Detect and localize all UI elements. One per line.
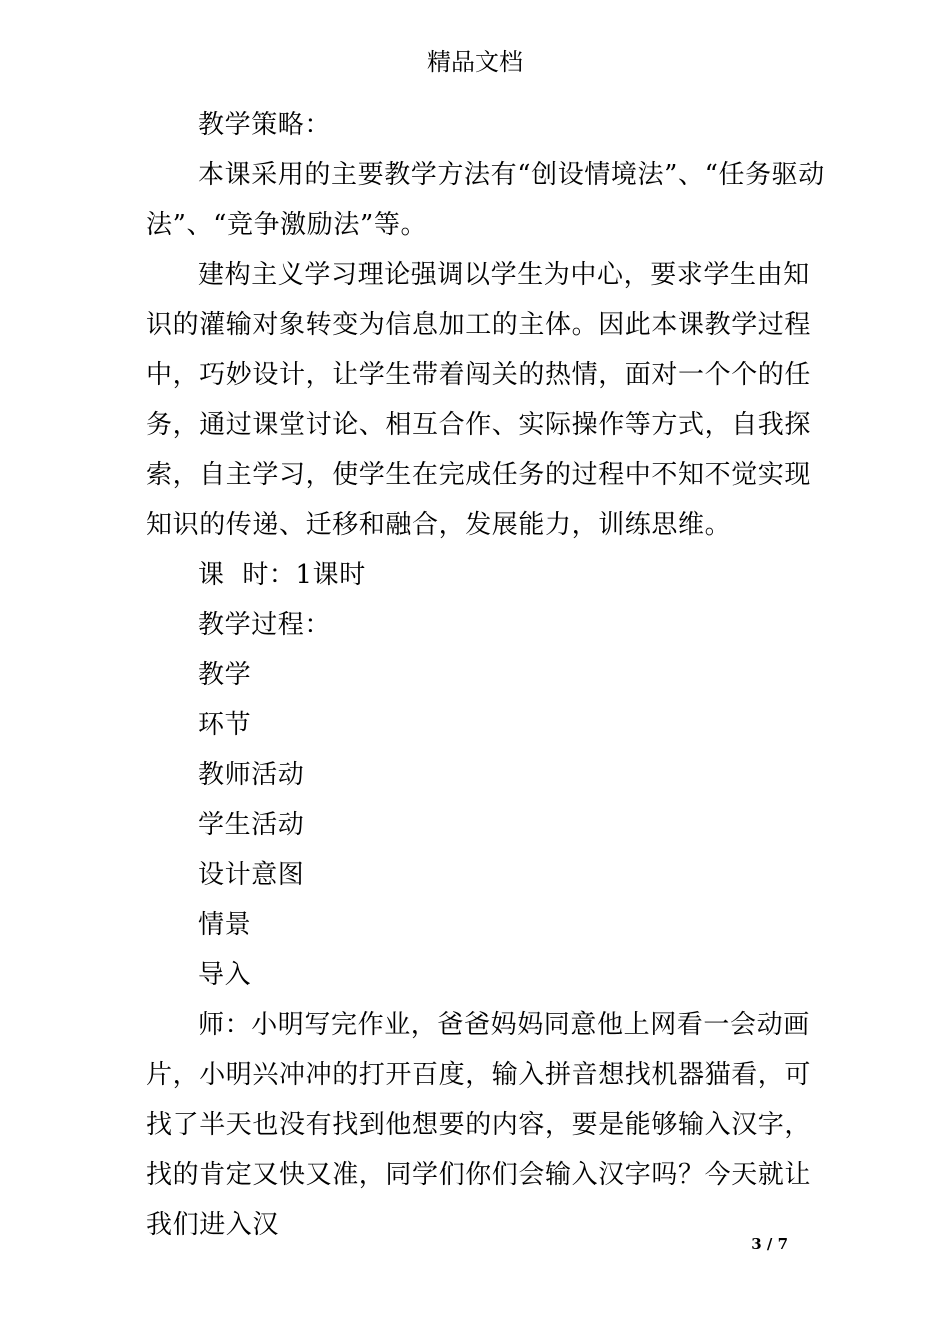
paragraph-teacher-story: 师：小明写完作业，爸爸妈妈同意他上网看一会动画片，小明兴冲冲的打开百度，输入拼音想找机器猫看，可找了半天也没有找到他想要的内容，要是能够输入汉字，找的肯定又快又准，同学们你们会输入汉字吗？今天就让我们进入汉 — [146, 1010, 812, 1240]
paragraph-constructivism: 建构主义学习理论强调以学生为中心，要求学生由知识的灌输对象转变为信息加工的主体。因此本课教学过程中，巧妙设计，让学生带着闯关的热情，面对一个个的任务，通过课堂讨论、相互合作、实际操作等方式，自我探索，自主学习，使学生在完成任务的过程中不知不觉实现知识的传递、迁移和融合，发展能力，训练思维。 — [146, 260, 812, 540]
paragraph-teaching-strategy-heading: 教学策略： — [198, 110, 332, 140]
page-number: 3 / 7 — [751, 1235, 788, 1253]
document-body — [146, 100, 836, 1250]
paragraph-student-activity: 学生活动 — [198, 810, 305, 840]
paragraph-introduction: 导入 — [198, 960, 252, 990]
paragraph-teaching-methods: 本课采用的主要教学方法有“创设情境法”、“任务驱动法”、“竞争激励法”等。 — [146, 160, 825, 240]
paragraph-teaching: 教学 — [198, 660, 252, 690]
paragraph-design-intent: 设计意图 — [198, 860, 305, 890]
paragraph-teaching-process-heading: 教学过程： — [198, 610, 332, 640]
paragraph-segment: 环节 — [198, 710, 252, 740]
page-header-title: 精品文档 — [427, 48, 523, 76]
paragraph-teacher-activity: 教师活动 — [198, 760, 305, 790]
paragraph-class-hours: 课 时：1课时 — [198, 560, 366, 590]
paragraph-scenario: 情景 — [198, 910, 252, 940]
